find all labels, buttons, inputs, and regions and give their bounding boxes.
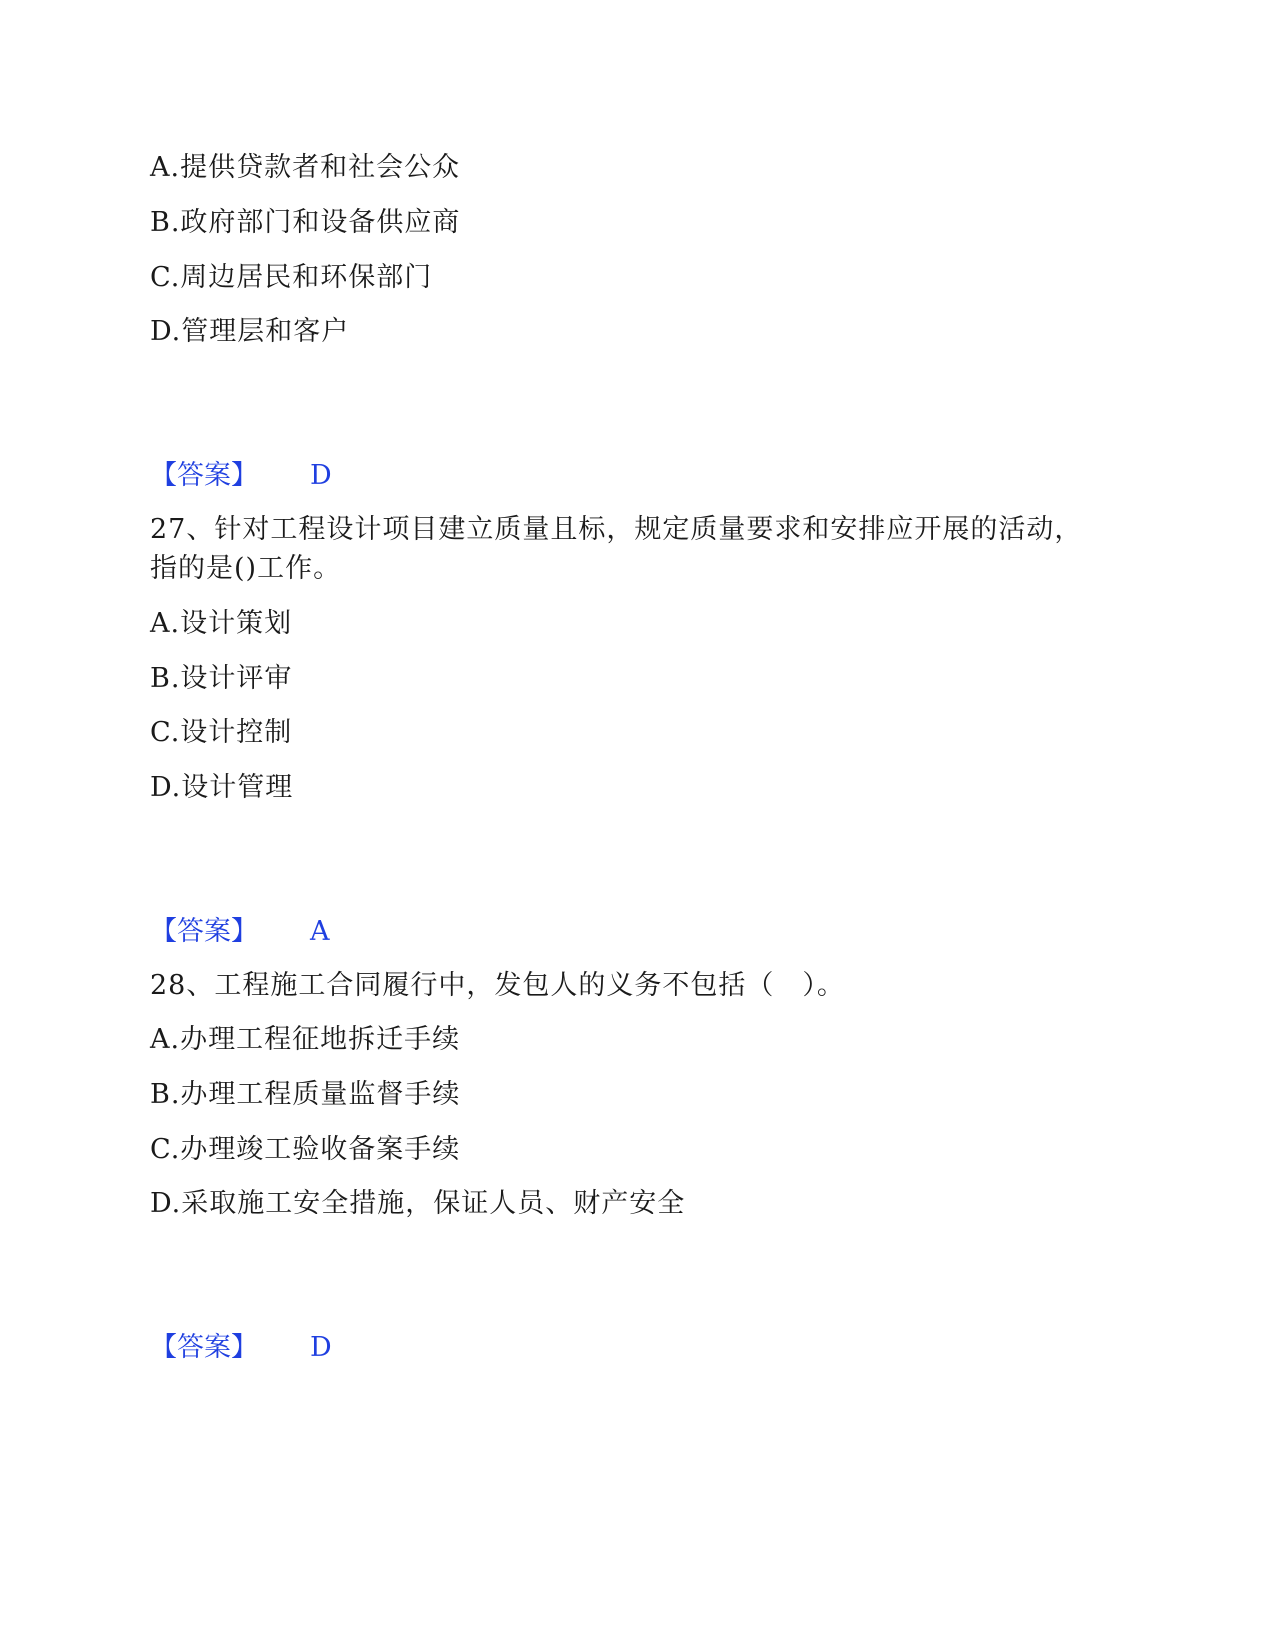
q27-answer [150, 914, 330, 950]
q26-answer-value: D [310, 460, 332, 491]
q28-answer-label: 【答案】 [150, 1332, 258, 1363]
q27-answer-label: 【答案】 [150, 916, 258, 947]
q28-answer [150, 1330, 332, 1366]
q28-option-b: B.办理工程质量监督手续 [150, 1079, 461, 1110]
q26-option-a: A.提供贷款者和社会公众 [150, 152, 461, 183]
q28-answer-value: D [310, 1332, 332, 1363]
q28-option-c: C.办理竣工验收备案手续 [150, 1134, 461, 1165]
q27-option-d: D.设计管理 [150, 772, 294, 803]
q26-option-c: C.周边居民和环保部门 [150, 262, 433, 293]
q27-option-a: A.设计策划 [150, 608, 293, 639]
q26-answer [150, 458, 332, 494]
q27-option-b: B.设计评审 [150, 663, 293, 694]
q28-option-d: D.采取施工安全措施，保证人员、财产安全 [150, 1188, 686, 1219]
q27-option-c: C.设计控制 [150, 717, 293, 748]
q26-option-b: B.政府部门和设备供应商 [150, 207, 461, 238]
q26-option-d: D.管理层和客户 [150, 316, 350, 347]
q27-answer-value: A [310, 916, 330, 947]
q27-stem-line1: 27、针对工程设计项目建立质量且标，规定质量要求和安排应开展的活动， [150, 514, 1083, 545]
q26-answer-label: 【答案】 [150, 460, 258, 491]
q28-option-a: A.办理工程征地拆迁手续 [150, 1024, 461, 1055]
q27-stem-line2: 指的是()工作。 [150, 553, 342, 584]
q28-stem: 28、工程施工合同履行中，发包人的义务不包括（ ）。 [150, 970, 845, 1001]
